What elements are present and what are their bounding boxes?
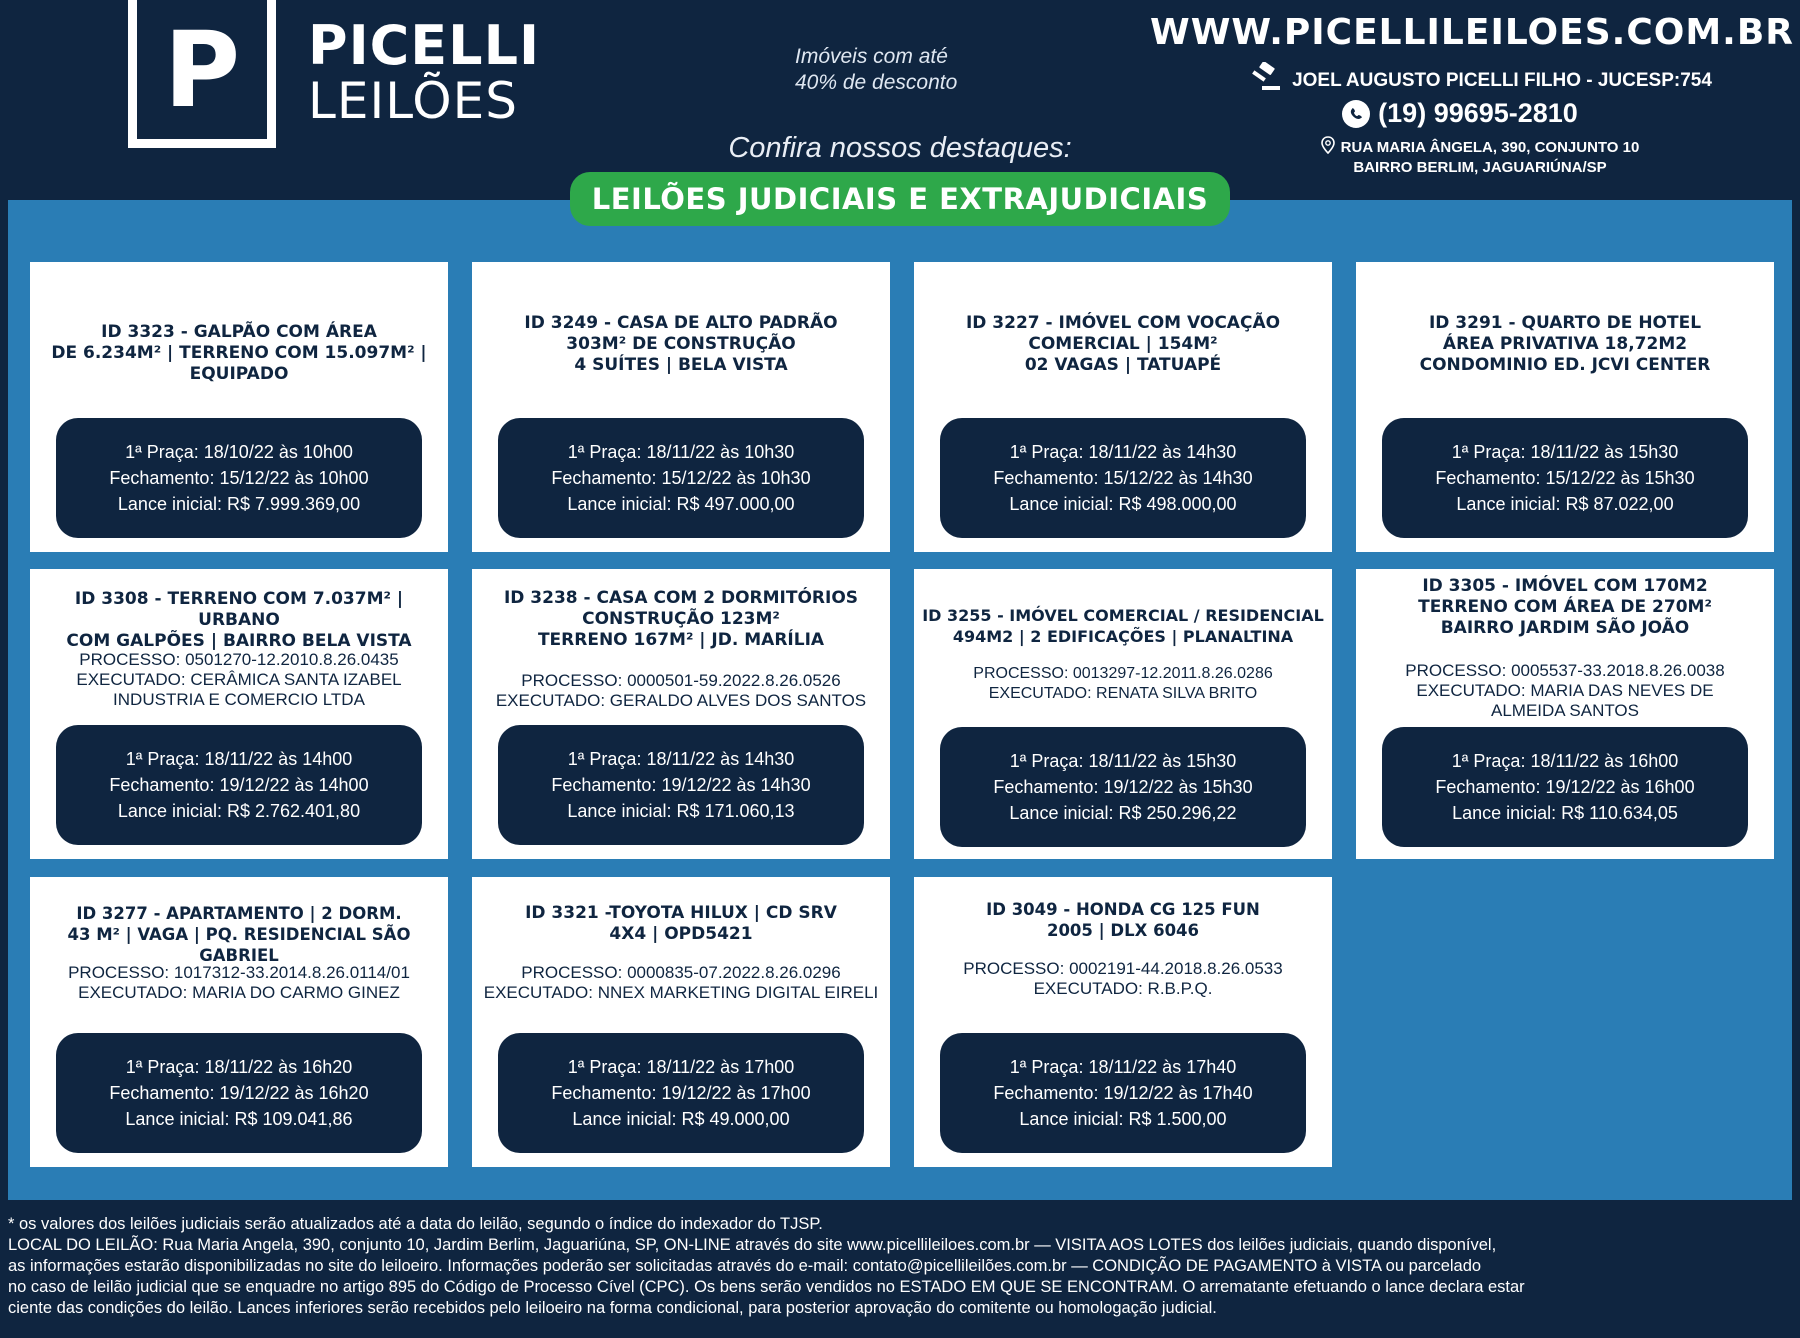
lot-title	[38, 589, 440, 652]
closing-date: Fechamento: 19/12/22 às 14h00	[109, 775, 369, 795]
lot-title-line: TERRENO COM ÁREA DE 270M²	[1418, 597, 1712, 617]
process-number: PROCESSO: 0000501-59.2022.8.26.0526	[521, 671, 841, 690]
starting-bid: Lance inicial: R$ 171.060,13	[567, 801, 795, 821]
lot-card[interactable]	[914, 569, 1332, 859]
lot-title	[38, 903, 440, 966]
process-number: PROCESSO: 0005537-33.2018.8.26.0038	[1405, 661, 1725, 680]
lot-title-line: 494M2 | 2 EDIFICAÇÕES | PLANALTINA	[952, 627, 1294, 646]
process-number: PROCESSO: 0013297-12.2011.8.26.0286	[973, 665, 1273, 682]
header	[0, 0, 1800, 200]
lot-title-line: ÁREA PRIVATIVA 18,72M2	[1442, 334, 1688, 354]
lot-dates-box	[498, 1033, 864, 1153]
praca-date: 1ª Praça: 18/11/22 às 14h30	[567, 749, 795, 769]
closing-date: Fechamento: 15/12/22 às 10h00	[109, 468, 369, 488]
lot-title-line: 4X4 | OPD5421	[609, 924, 753, 944]
lot-title-line: COM GALPÕES | BAIRRO BELA VISTA	[66, 631, 412, 651]
lot-title-line: ID 3227 - IMÓVEL COM VOCAÇÃO	[965, 313, 1281, 333]
starting-bid: Lance inicial: R$ 109.041,86	[125, 1109, 353, 1129]
lot-process	[36, 650, 442, 710]
lot-card[interactable]	[30, 569, 448, 859]
lot-title-line: COMERCIAL | 154M²	[1028, 334, 1218, 354]
praca-date: 1ª Praça: 18/11/22 às 15h30	[1009, 751, 1237, 771]
lot-title	[1364, 576, 1766, 639]
lot-title-line: CONSTRUÇÃO 123M²	[582, 609, 780, 629]
lot-title-line: BAIRRO JARDIM SÃO JOÃO	[1440, 618, 1690, 638]
starting-bid: Lance inicial: R$ 2.762.401,80	[117, 801, 361, 821]
lot-title-line: ID 3049 - HONDA CG 125 FUN	[986, 900, 1260, 919]
lot-card[interactable]	[472, 569, 890, 859]
lot-title-line: ID 3249 - CASA DE ALTO PADRÃO	[524, 313, 838, 333]
executed-party: EXECUTADO: NNEX MARKETING DIGITAL EIRELI	[483, 983, 879, 1002]
starting-bid: Lance inicial: R$ 497.000,00	[567, 494, 795, 514]
lot-dates-box	[56, 418, 422, 538]
lot-title	[922, 605, 1324, 647]
starting-bid: Lance inicial: R$ 1.500,00	[1019, 1109, 1227, 1129]
starting-bid: Lance inicial: R$ 7.999.369,00	[117, 494, 361, 514]
praca-date: 1ª Praça: 18/11/22 às 14h30	[1009, 442, 1237, 462]
praca-date: 1ª Praça: 18/11/22 às 10h30	[567, 442, 795, 462]
lot-dates-box	[940, 418, 1306, 538]
praca-date: 1ª Praça: 18/11/22 às 15h30	[1451, 442, 1679, 462]
praca-date: 1ª Praça: 18/11/22 às 16h20	[125, 1057, 353, 1077]
praca-date: 1ª Praça: 18/11/22 às 14h00	[125, 749, 353, 769]
lot-card[interactable]	[30, 262, 448, 552]
lot-title-line: 02 VAGAS | TATUAPÉ	[1024, 355, 1222, 375]
phone-number: (19) 99695-2810	[1378, 98, 1578, 128]
executed-party: EXECUTADO: MARIA DO CARMO GINEZ	[78, 983, 400, 1002]
footer-line: LOCAL DO LEILÃO: Rua Maria Angela, 390, conjunto 10, Jardim Berlim, Jaguariúna, SP, ON-LINE através do site www.picellileiloes.com.br — VISITA AOS LOTES dos leilões judiciais, quando disponível,	[8, 1236, 1497, 1254]
tagline-line-2: 40% de desconto	[795, 71, 958, 94]
lot-title-line: ID 3238 - CASA COM 2 DORMITÓRIOS	[503, 588, 859, 608]
auctioneer-name: JOEL AUGUSTO PICELLI FILHO - JUCESP:754	[1292, 69, 1712, 91]
lot-dates-box	[56, 1033, 422, 1153]
lot-title	[480, 903, 882, 945]
lot-title-line: ID 3321 -TOYOTA HILUX | CD SRV	[525, 903, 837, 923]
lot-card[interactable]	[1356, 262, 1774, 552]
legal-footer	[8, 1214, 1792, 1319]
auction-type-banner: LEILÕES JUDICIAIS E EXTRAJUDICIAIS	[570, 172, 1230, 226]
lot-title-line: 43 M² | VAGA | PQ. RESIDENCIAL SÃO GABRIEL	[67, 925, 411, 965]
lot-process	[478, 671, 884, 711]
lot-dates-box	[56, 725, 422, 845]
closing-date: Fechamento: 15/12/22 às 10h30	[551, 468, 811, 488]
process-number: PROCESSO: 0002191-44.2018.8.26.0533	[963, 959, 1283, 978]
footer-line: * os valores dos leilões judiciais serão atualizados até a data do leilão, segundo o índice do indexador do TJSP.	[8, 1215, 823, 1233]
praca-date: 1ª Praça: 18/11/22 às 17h40	[1009, 1057, 1237, 1077]
closing-date: Fechamento: 19/12/22 às 14h30	[551, 775, 811, 795]
lot-title-line: 2005 | DLX 6046	[1046, 921, 1200, 940]
executed-party: EXECUTADO: CERÂMICA SANTA IZABEL	[76, 670, 402, 689]
lot-dates-box	[1382, 418, 1748, 538]
executed-party: EXECUTADO: R.B.P.Q.	[1033, 979, 1213, 998]
praca-date: 1ª Praça: 18/10/22 às 10h00	[125, 442, 353, 462]
lot-title-line: ID 3277 - APARTAMENTO | 2 DORM.	[76, 904, 402, 923]
lot-card[interactable]	[472, 877, 890, 1167]
lot-title-line: ID 3305 - IMÓVEL COM 170M2	[1422, 576, 1708, 596]
lot-title	[1364, 313, 1766, 376]
tagline-line-1: Imóveis com até	[795, 45, 948, 68]
closing-date: Fechamento: 19/12/22 às 17h40	[993, 1083, 1253, 1103]
footer-line: as informações estarão disponibilizadas no site do leiloeiro. Informações poderão ser solicitadas através do e-mail: contato@picellileilões.com.br — CONDIÇÃO DE PAGAMENTO à VISTA ou parcelado	[8, 1257, 1482, 1275]
whatsapp-icon	[1342, 100, 1370, 128]
closing-date: Fechamento: 19/12/22 às 15h30	[993, 777, 1253, 797]
closing-date: Fechamento: 19/12/22 às 16h20	[109, 1083, 369, 1103]
executed-party: ALMEIDA SANTOS	[1490, 701, 1639, 720]
lot-title-line: ID 3255 - IMÓVEL COMERCIAL / RESIDENCIAL	[922, 606, 1324, 625]
lot-title-line: TERRENO 167M² | JD. MARÍLIA	[537, 630, 825, 650]
executed-party: EXECUTADO: RENATA SILVA BRITO	[988, 685, 1258, 702]
lot-title-line: DE 6.234M² | TERRENO COM 15.097M² |	[51, 343, 427, 363]
process-number: PROCESSO: 0000835-07.2022.8.26.0296	[521, 963, 841, 982]
phone-contact[interactable]	[1300, 98, 1620, 129]
starting-bid: Lance inicial: R$ 49.000,00	[572, 1109, 790, 1129]
lot-dates-box	[498, 725, 864, 845]
lot-dates-box	[940, 727, 1306, 847]
logo-letter: P	[163, 8, 241, 131]
lot-card[interactable]	[30, 877, 448, 1167]
starting-bid: Lance inicial: R$ 498.000,00	[1009, 494, 1237, 514]
process-number: PROCESSO: 1017312-33.2014.8.26.0114/01	[68, 963, 410, 982]
address-line-2: BAIRRO BERLIM, JAGUARIÚNA/SP	[1353, 159, 1607, 176]
footer-line: no caso de leilão judicial que se enquadre no artigo 895 do Código de Processo Cível (CPC). Os bens serão vendidos no ESTADO EM QUE SE ENCONTRAM. O arrematante efetuando o lance declara estar	[8, 1278, 1525, 1296]
lot-process	[920, 959, 1326, 999]
lot-card[interactable]	[472, 262, 890, 552]
lot-title	[480, 313, 882, 376]
executed-party: EXECUTADO: MARIA DAS NEVES DE	[1416, 681, 1714, 700]
address	[1300, 136, 1660, 177]
website-link[interactable]: WWW.PICELLILEILOES.COM.BR	[1150, 12, 1794, 53]
lot-title-line: EQUIPADO	[189, 364, 289, 384]
lot-title-line: ID 3308 - TERRENO COM 7.037M² | URBANO	[74, 589, 404, 630]
lot-title	[480, 588, 882, 651]
address-line-1: RUA MARIA ÂNGELA, 390, CONJUNTO 10	[1340, 138, 1640, 156]
lot-card[interactable]	[914, 877, 1332, 1167]
lot-card[interactable]	[914, 262, 1332, 552]
process-number: PROCESSO: 0501270-12.2010.8.26.0435	[79, 650, 399, 669]
lot-title-line: CONDOMINIO ED. JCVI CENTER	[1419, 355, 1711, 375]
highlights-heading: Confira nossos destaques:	[728, 132, 1072, 164]
brand-name	[308, 14, 541, 130]
brand-line-2: LEILÕES	[308, 72, 518, 130]
lot-process	[920, 664, 1326, 704]
lot-dates-box	[1382, 727, 1748, 847]
lot-process	[1362, 661, 1768, 721]
praca-date: 1ª Praça: 18/11/22 às 16h00	[1451, 751, 1679, 771]
closing-date: Fechamento: 15/12/22 às 14h30	[993, 468, 1253, 488]
lot-title	[38, 322, 440, 385]
lot-title-line: ID 3323 - GALPÃO COM ÁREA	[101, 322, 377, 342]
brand-logo[interactable]	[128, 0, 276, 148]
executed-party: INDUSTRIA E COMERCIO LTDA	[113, 690, 365, 709]
brand-line-1: PICELLI	[308, 14, 541, 77]
lot-process	[36, 963, 442, 1003]
lot-title-line: ID 3291 - QUARTO DE HOTEL	[1428, 313, 1702, 333]
starting-bid: Lance inicial: R$ 250.296,22	[1009, 803, 1237, 823]
starting-bid: Lance inicial: R$ 110.634,05	[1452, 803, 1678, 823]
executed-party: EXECUTADO: GERALDO ALVES DOS SANTOS	[495, 691, 867, 710]
lot-title	[922, 899, 1324, 941]
lot-title-line: 303M² DE CONSTRUÇÃO	[566, 334, 796, 354]
lot-dates-box	[498, 418, 864, 538]
lot-card[interactable]	[1356, 569, 1774, 859]
lot-dates-box	[940, 1033, 1306, 1153]
map-pin-icon	[1321, 136, 1335, 159]
gavel-icon	[1248, 62, 1282, 99]
closing-date: Fechamento: 19/12/22 às 16h00	[1435, 777, 1695, 797]
praca-date: 1ª Praça: 18/11/22 às 17h00	[567, 1057, 795, 1077]
auctioneer-info	[1200, 62, 1760, 99]
lot-title	[922, 313, 1324, 376]
lot-process	[478, 963, 884, 1003]
starting-bid: Lance inicial: R$ 87.022,00	[1456, 494, 1674, 514]
tagline	[795, 44, 1015, 96]
lot-title-line: 4 SUÍTES | BELA VISTA	[574, 355, 788, 375]
footer-line: ciente das condições do leilão. Lances inferiores serão recebidos pelo leiloeiro na forma condicional, para posterior aprovação do comitente ou homologação judicial.	[8, 1299, 1217, 1317]
closing-date: Fechamento: 19/12/22 às 17h00	[551, 1083, 811, 1103]
closing-date: Fechamento: 15/12/22 às 15h30	[1435, 468, 1695, 488]
